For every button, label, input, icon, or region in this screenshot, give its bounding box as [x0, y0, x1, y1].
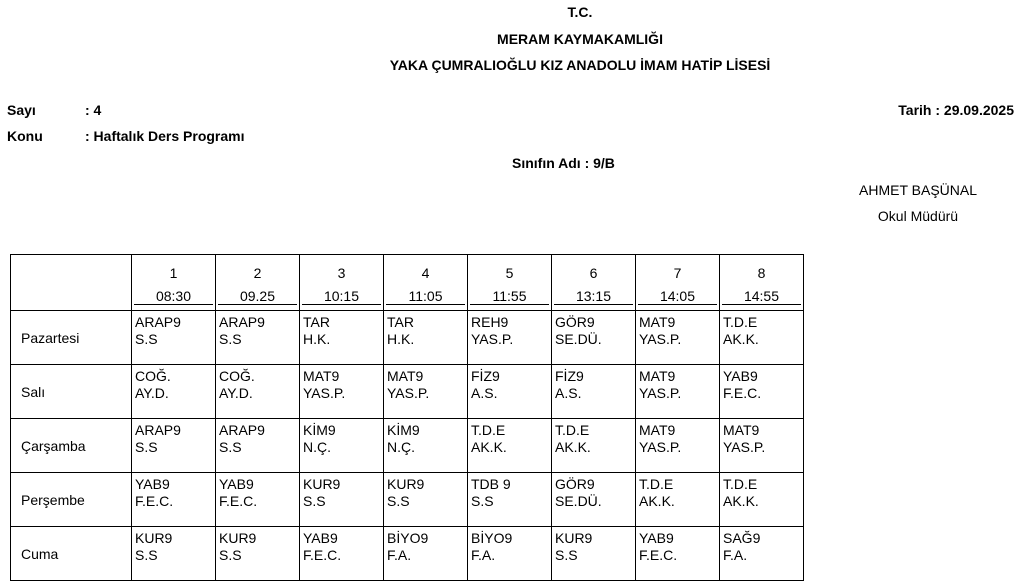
header-line-2: MERAM KAYMAKAMLIĞI	[497, 31, 663, 47]
lesson-subject: ARAP9	[219, 314, 265, 330]
lesson-cell	[216, 365, 300, 419]
lesson-teacher: F.A.	[387, 547, 412, 563]
lesson-teacher: S.S	[471, 493, 494, 509]
lesson-subject: YAB9	[219, 476, 254, 492]
lesson-teacher: AK.K.	[723, 331, 759, 347]
lesson-subject: ARAP9	[219, 422, 265, 438]
day-label: Salı	[11, 365, 132, 419]
period-number: 8	[757, 265, 766, 281]
lesson-teacher: F.E.C.	[639, 547, 678, 563]
lesson-cell	[468, 365, 552, 419]
table-row	[11, 527, 804, 581]
lesson-cell	[720, 473, 804, 527]
class-name: Sınıfın Adı : 9/B	[512, 155, 615, 171]
lesson-cell	[468, 419, 552, 473]
lesson-teacher: YAS.P.	[639, 385, 682, 401]
lesson-cell	[384, 311, 468, 365]
header-line-1: T.C.	[567, 4, 593, 20]
period-number: 3	[337, 265, 346, 281]
lesson-cell	[636, 365, 720, 419]
lesson-teacher: S.S	[555, 547, 578, 563]
lesson-cell	[384, 473, 468, 527]
period-time: 11:55	[470, 288, 549, 305]
lesson-cell	[552, 419, 636, 473]
lesson-subject: KİM9	[387, 422, 420, 438]
lesson-teacher: S.S	[387, 493, 410, 509]
lesson-cell	[720, 365, 804, 419]
lesson-subject: MAT9	[387, 368, 424, 384]
lesson-subject: COĞ.	[135, 368, 171, 384]
lesson-cell	[300, 365, 384, 419]
lesson-teacher: F.E.C.	[303, 547, 342, 563]
period-time: 14:05	[638, 288, 717, 305]
table-row	[11, 311, 804, 365]
sayi-value: : 4	[85, 102, 102, 118]
lesson-teacher: F.E.C.	[723, 385, 762, 401]
table-row	[11, 419, 804, 473]
lesson-teacher: F.A.	[723, 547, 748, 563]
lesson-teacher: YAS.P.	[387, 385, 430, 401]
principal-title: Okul Müdürü	[877, 208, 959, 224]
lesson-cell	[720, 419, 804, 473]
lesson-teacher: S.S	[303, 493, 326, 509]
lesson-subject: GÖR9	[555, 314, 595, 330]
lesson-cell	[552, 311, 636, 365]
lesson-subject: KUR9	[135, 530, 173, 546]
period-time: 08:30	[134, 288, 213, 305]
lesson-cell	[216, 311, 300, 365]
lesson-teacher: H.K.	[303, 331, 331, 347]
period-header	[132, 255, 216, 311]
period-time: 13:15	[554, 288, 633, 305]
lesson-teacher: S.S	[219, 331, 242, 347]
lesson-cell	[552, 365, 636, 419]
lesson-cell	[216, 473, 300, 527]
period-header	[720, 255, 804, 311]
lesson-teacher: YAS.P.	[723, 439, 766, 455]
lesson-teacher: YAS.P.	[639, 439, 682, 455]
lesson-teacher: S.S	[219, 439, 242, 455]
lesson-cell	[132, 527, 216, 581]
lesson-teacher: A.S.	[555, 385, 582, 401]
lesson-teacher: S.S	[219, 547, 242, 563]
lesson-subject: T.D.E	[555, 422, 590, 438]
lesson-teacher: AK.K.	[639, 493, 675, 509]
period-time: 11:05	[386, 288, 465, 305]
lesson-cell	[468, 527, 552, 581]
period-header	[552, 255, 636, 311]
lesson-subject: BİYO9	[471, 530, 513, 546]
lesson-teacher: S.S	[135, 331, 158, 347]
lesson-subject: KİM9	[303, 422, 336, 438]
lesson-cell	[132, 365, 216, 419]
lesson-subject: TAR	[387, 314, 414, 330]
lesson-cell	[636, 527, 720, 581]
period-number: 6	[589, 265, 598, 281]
lesson-subject: MAT9	[639, 314, 676, 330]
lesson-subject: REH9	[471, 314, 509, 330]
principal-name: AHMET BAŞÜNAL	[859, 182, 977, 198]
period-header-row	[11, 255, 804, 311]
lesson-cell	[636, 473, 720, 527]
lesson-cell	[300, 311, 384, 365]
lesson-subject: MAT9	[639, 422, 676, 438]
lesson-cell	[216, 527, 300, 581]
period-header	[636, 255, 720, 311]
sayi-label: Sayı	[7, 102, 36, 118]
lesson-subject: GÖR9	[555, 476, 595, 492]
lesson-cell	[132, 473, 216, 527]
lesson-subject: KUR9	[303, 476, 341, 492]
lesson-subject: SAĞ9	[723, 530, 761, 546]
lesson-subject: COĞ.	[219, 368, 255, 384]
period-time: 10:15	[302, 288, 381, 305]
day-label: Perşembe	[11, 473, 132, 527]
lesson-subject: ARAP9	[135, 314, 181, 330]
lesson-teacher: AY.D.	[219, 385, 253, 401]
lesson-teacher: F.A.	[471, 547, 496, 563]
table-row	[11, 365, 804, 419]
lesson-cell	[132, 419, 216, 473]
lesson-teacher: H.K.	[387, 331, 415, 347]
period-time: 14:55	[722, 288, 801, 305]
lesson-teacher: AY.D.	[135, 385, 169, 401]
sayi-row	[7, 102, 101, 118]
period-header	[300, 255, 384, 311]
tarih-row	[898, 102, 1014, 118]
konu-row	[7, 128, 245, 144]
lesson-subject: TDB 9	[471, 476, 511, 492]
lesson-subject: MAT9	[303, 368, 340, 384]
period-number: 2	[253, 265, 262, 281]
lesson-subject: MAT9	[639, 368, 676, 384]
lesson-cell	[384, 365, 468, 419]
lesson-teacher: SE.DÜ.	[555, 331, 602, 347]
lesson-teacher: S.S	[135, 439, 158, 455]
lesson-teacher: AK.K.	[555, 439, 591, 455]
lesson-cell	[468, 473, 552, 527]
lesson-teacher: YAS.P.	[303, 385, 346, 401]
period-time: 09.25	[218, 288, 297, 305]
lesson-teacher: YAS.P.	[639, 331, 682, 347]
period-header	[468, 255, 552, 311]
lesson-subject: YAB9	[303, 530, 338, 546]
konu-label: Konu	[7, 128, 43, 144]
period-number: 5	[505, 265, 514, 281]
period-number: 4	[421, 265, 430, 281]
schedule-table	[10, 254, 804, 581]
lesson-cell	[132, 311, 216, 365]
lesson-cell	[720, 527, 804, 581]
period-header	[216, 255, 300, 311]
lesson-cell	[636, 311, 720, 365]
table-row	[11, 473, 804, 527]
lesson-subject: T.D.E	[723, 476, 758, 492]
lesson-subject: FİZ9	[555, 368, 584, 384]
lesson-teacher: N.Ç.	[303, 439, 331, 455]
lesson-subject: KUR9	[387, 476, 425, 492]
tarih-label: Tarih	[898, 102, 932, 118]
period-number: 1	[169, 265, 178, 281]
day-label: Pazartesi	[11, 311, 132, 365]
lesson-subject: ARAP9	[135, 422, 181, 438]
lesson-teacher: F.E.C.	[219, 493, 258, 509]
corner-cell	[11, 255, 132, 311]
lesson-subject: BİYO9	[387, 530, 429, 546]
lesson-teacher: S.S	[135, 547, 158, 563]
konu-value: : Haftalık Ders Programı	[85, 128, 245, 144]
lesson-teacher: AK.K.	[723, 493, 759, 509]
lesson-cell	[300, 419, 384, 473]
lesson-subject: T.D.E	[723, 314, 758, 330]
lesson-cell	[720, 311, 804, 365]
lesson-subject: KUR9	[219, 530, 257, 546]
lesson-subject: TAR	[303, 314, 330, 330]
lesson-cell	[384, 419, 468, 473]
lesson-subject: YAB9	[723, 368, 758, 384]
lesson-subject: FİZ9	[471, 368, 500, 384]
lesson-cell	[384, 527, 468, 581]
day-label: Çarşamba	[11, 419, 132, 473]
lesson-teacher: YAS.P.	[471, 331, 514, 347]
header-line-3: YAKA ÇUMRALIOĞLU KIZ ANADOLU İMAM HATİP LİSESİ	[389, 57, 771, 73]
lesson-teacher: AK.K.	[471, 439, 507, 455]
lesson-cell	[216, 419, 300, 473]
lesson-subject: T.D.E	[471, 422, 506, 438]
tarih-value: : 29.09.2025	[935, 102, 1014, 118]
lesson-teacher: N.Ç.	[387, 439, 415, 455]
day-label: Cuma	[11, 527, 132, 581]
lesson-cell	[468, 311, 552, 365]
lesson-subject: YAB9	[135, 476, 170, 492]
lesson-teacher: A.S.	[471, 385, 498, 401]
lesson-subject: MAT9	[723, 422, 760, 438]
period-header	[384, 255, 468, 311]
lesson-cell	[300, 473, 384, 527]
lesson-cell	[552, 473, 636, 527]
lesson-teacher: F.E.C.	[135, 493, 174, 509]
lesson-cell	[300, 527, 384, 581]
lesson-subject: YAB9	[639, 530, 674, 546]
lesson-cell	[636, 419, 720, 473]
period-number: 7	[673, 265, 682, 281]
lesson-teacher: SE.DÜ.	[555, 493, 602, 509]
lesson-subject: T.D.E	[639, 476, 674, 492]
lesson-subject: KUR9	[555, 530, 593, 546]
lesson-cell	[552, 527, 636, 581]
